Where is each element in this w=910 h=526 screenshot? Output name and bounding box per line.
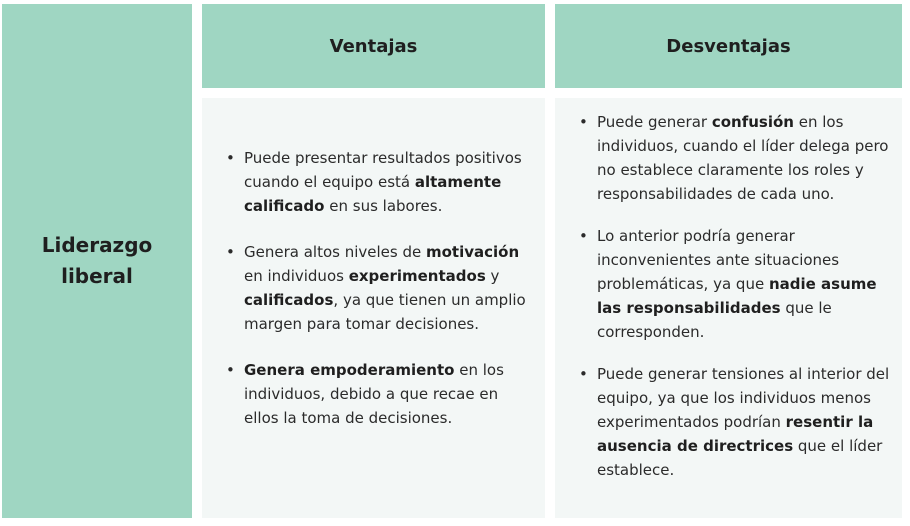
ventajas-header: Ventajas: [329, 35, 418, 57]
text-segment: en los individuos, cuando el líder delega pero no establece claramente los roles y responsabilidades de cada uno.: [597, 113, 889, 203]
text-segment: en los individuos, debido a que recae en ellos la toma de decisiones.: [244, 361, 504, 427]
text-segment: que le corresponden.: [597, 299, 832, 341]
text-segment: , ya que tienen un amplio margen para tomar decisiones.: [244, 291, 526, 333]
bold-segment: calificados: [244, 291, 334, 309]
text-segment: Lo anterior podría generar inconvenientes ante situaciones problemáticas, ya que: [597, 227, 840, 293]
desventajas-item: [577, 362, 895, 482]
desventajas-list: [577, 110, 895, 500]
ventajas-header-cell: [202, 4, 545, 88]
bold-segment: nadie asume las responsabilidades: [597, 275, 877, 317]
ventajas-body-cell: [202, 98, 545, 518]
text-segment: Puede generar: [597, 113, 712, 131]
text-segment: en individuos: [244, 267, 349, 285]
desventajas-header: Desventajas: [666, 35, 791, 57]
ventajas-item: [224, 358, 536, 430]
text-segment: en sus labores.: [324, 197, 443, 215]
ventajas-item: [224, 146, 536, 218]
ventajas-list: [224, 146, 536, 452]
row-title: Liderazgo liberal: [41, 233, 153, 288]
text-segment: que el líder establece.: [597, 437, 883, 479]
desventajas-item: [577, 224, 895, 344]
desventajas-body-cell: [555, 98, 902, 518]
ventajas-item: [224, 240, 536, 336]
text-segment: y: [485, 267, 500, 285]
bold-segment: confusión: [711, 113, 794, 131]
text-segment: Puede generar tensiones al interior del equipo, ya que los individuos menos experimentados podrían: [597, 365, 890, 431]
text-segment: Genera altos niveles de: [244, 243, 426, 261]
desventajas-item: [577, 110, 895, 206]
desventajas-header-cell: [555, 4, 902, 88]
bold-segment: resentir la ausencia de directrices: [597, 413, 874, 455]
bold-segment: motivación: [426, 243, 520, 261]
bold-segment: experimentados: [348, 267, 486, 285]
row-header-cell: [2, 4, 192, 518]
bold-segment: Genera empoderamiento: [244, 361, 455, 379]
text-segment: Puede presentar resultados positivos cuando el equipo está: [244, 149, 522, 191]
bold-segment: altamente calificado: [244, 173, 502, 215]
